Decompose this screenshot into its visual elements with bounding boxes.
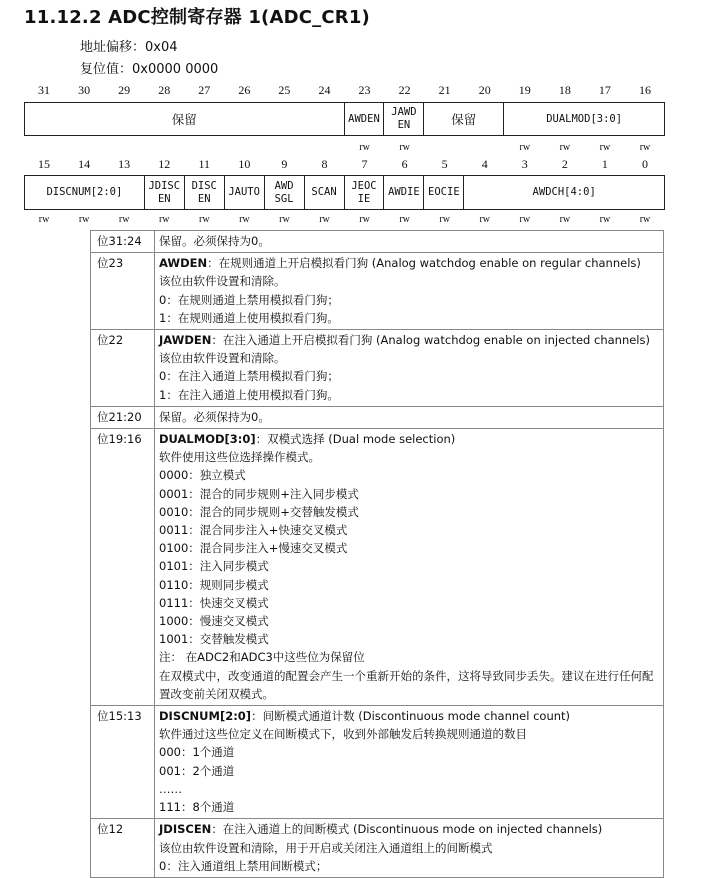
field-summary: ：在规则通道上开启模拟看门狗 (Analog watchdog enable on regular channels): [207, 256, 641, 271]
bit-number: 8: [321, 157, 328, 171]
description-text: 保留。必须保持为0。: [159, 234, 270, 248]
jawden-field: JAWD EN: [384, 103, 424, 135]
bit-number: 18: [558, 83, 571, 97]
table-row: [91, 819, 664, 878]
bit-number: 12: [158, 157, 171, 171]
bit-range: 位21:20: [91, 406, 155, 428]
awdie-field: AWDIE: [384, 176, 424, 209]
description-line: 111：8个通道: [159, 800, 235, 815]
access-type: rw: [38, 214, 50, 225]
description-line: 该位由软件设置和清除。: [159, 274, 286, 289]
field-name: JDISCEN: [159, 822, 212, 837]
bit-number: 6: [401, 157, 408, 171]
bit-number: 13: [118, 157, 131, 171]
table-row: [91, 706, 664, 819]
section-title: 11.12.2 ADC控制寄存器 1(ADC_CR1): [24, 7, 370, 28]
reset-value: [80, 58, 218, 77]
bit-description: [155, 819, 664, 878]
description-line: 0：注入通道组上禁用间断模式；: [159, 858, 328, 873]
field-summary: ：间断模式通道计数 (Discontinuous mode channel count): [251, 709, 571, 724]
access-type: rw: [519, 214, 531, 225]
lower-access-row: [24, 214, 665, 226]
access-type: rw: [599, 214, 611, 225]
access-type: [24, 142, 64, 154]
bit-range: 位12: [91, 819, 155, 878]
reset-value-label: 复位值：: [80, 62, 133, 77]
access-type: rw: [118, 214, 130, 225]
access-type: [104, 142, 144, 154]
bit-description: [155, 406, 664, 428]
dualmod-field: DUALMOD[3:0]: [546, 112, 623, 125]
description-line: 0001：混合的同步规则+注入同步模式: [159, 486, 359, 501]
description-line: 软件使用这些位选择操作模式。: [159, 450, 320, 465]
upper-bit-numbers: [24, 83, 665, 97]
field-summary: ：在注入通道上开启模拟看门狗 (Analog watchdog enable on injected channels): [211, 333, 650, 348]
description-line: 0111：快速交叉模式: [159, 595, 269, 610]
field-name: AWDEN: [159, 256, 208, 271]
address-offset-value: 0x04: [145, 40, 178, 55]
bit-number: 26: [238, 83, 251, 97]
access-type: rw: [199, 214, 210, 225]
awden-field: AWDEN: [345, 103, 385, 135]
description-line: 0：在注入通道上禁用模拟看门狗；: [159, 369, 339, 384]
description-text: 保留。必须保持为0。: [159, 409, 270, 424]
bit-number: 4: [481, 157, 488, 171]
description-line: 0：在规则通道上禁用模拟看门狗；: [159, 292, 339, 307]
access-type: rw: [359, 214, 370, 225]
bit-number: 30: [78, 83, 91, 97]
eocie-field: EOCIE: [424, 176, 464, 209]
access-type: [144, 142, 184, 154]
description-line: 0101：注入同步模式: [159, 559, 269, 574]
description-line: 0010：混合的同步规则+交替触发模式: [159, 504, 359, 519]
reserved-field: 保留: [25, 103, 345, 135]
bit-range: 位31:24: [91, 231, 155, 253]
access-type: [304, 142, 344, 154]
access-type: rw: [359, 142, 370, 153]
access-type: rw: [479, 214, 490, 225]
bit-number: 2: [561, 157, 568, 171]
description-line: 在双模式中，改变通道的配置会产生一个重新开始的条件，这将导致同步丢失。建议在进行任何配置改变前关闭双模式。: [159, 668, 654, 701]
access-type: rw: [399, 142, 410, 153]
address-offset-label: 地址偏移：: [80, 40, 146, 55]
bit-number: 7: [361, 157, 368, 171]
awdsgl-field: AWD SGL: [265, 176, 305, 209]
access-type: rw: [158, 214, 170, 225]
description-line: 1：在规则通道上使用模拟看门狗。: [159, 310, 339, 325]
access-type: [425, 142, 465, 154]
description-line: 001：2个通道: [159, 763, 235, 778]
bit-number: 23: [358, 83, 371, 97]
description-line: 注： 在ADC2和ADC3中这些位为保留位: [159, 650, 365, 665]
bit-number: 28: [158, 83, 171, 97]
bit-number: 29: [118, 83, 131, 97]
bit-range: 位15:13: [91, 706, 155, 819]
bit-number: 25: [278, 83, 291, 97]
discnum-field: DISCNUM[2:0]: [25, 176, 145, 209]
bit-description: [155, 429, 664, 706]
bit-description: [155, 330, 664, 407]
table-row: [91, 406, 664, 428]
lower-bit-numbers: [24, 157, 665, 171]
bit-number: 27: [198, 83, 211, 97]
field-name: JAWDEN: [159, 333, 212, 348]
bit-number: 24: [318, 83, 331, 97]
table-row: [91, 253, 664, 330]
upper-access-row: [24, 142, 665, 154]
bit-number: 3: [521, 157, 528, 171]
field-name: DISCNUM[2:0]: [159, 709, 252, 724]
bit-number: 1: [601, 157, 608, 171]
table-row: [91, 429, 664, 706]
bit-description: [155, 706, 664, 819]
access-type: rw: [239, 214, 250, 225]
bit-number: 21: [438, 83, 451, 97]
description-line: 1000：慢速交叉模式: [159, 614, 269, 629]
access-type: [224, 142, 264, 154]
access-type: rw: [639, 214, 651, 225]
awdch-field: AWDCH[4:0]: [532, 186, 596, 198]
description-line: 000：1个通道: [159, 745, 235, 760]
bit-description-table: [90, 230, 664, 878]
description-line: 软件通过这些位定义在间断模式下，收到外部触发后转换规则通道的数目: [159, 727, 527, 742]
bit-description: [155, 231, 664, 253]
bit-number: 31: [38, 83, 51, 97]
bit-number: 14: [78, 157, 91, 171]
discen-field: DISC EN: [185, 176, 225, 209]
bit-range: 位22: [91, 330, 155, 407]
description-line: 0011：混合同步注入+快速交叉模式: [159, 523, 348, 538]
access-type: rw: [599, 142, 611, 153]
access-type: rw: [559, 142, 571, 153]
reserved-field: 保留: [424, 103, 504, 135]
access-type: [264, 142, 304, 154]
upper-register-row: [24, 102, 665, 136]
description-line: 0000：独立模式: [159, 468, 246, 483]
scan-field: SCAN: [305, 176, 345, 209]
bit-range: 位19:16: [91, 429, 155, 706]
bit-number: 19: [518, 83, 531, 97]
access-type: [465, 142, 505, 154]
access-type: rw: [559, 214, 571, 225]
bit-number: 15: [38, 157, 51, 171]
description-line: 该位由软件设置和清除，用于开启或关闭注入通道组上的间断模式: [159, 840, 493, 855]
description-line: 0100：混合同步注入+慢速交叉模式: [159, 541, 348, 556]
field-summary: ：双模式选择 (Dual mode selection): [255, 432, 456, 447]
description-line: 该位由软件设置和清除。: [159, 351, 286, 366]
access-type: rw: [439, 214, 450, 225]
table-row: [91, 330, 664, 407]
address-offset: [80, 36, 178, 55]
description-line: ……: [159, 781, 182, 796]
bit-number: 22: [398, 83, 411, 97]
description-line: 0110：规则同步模式: [159, 577, 269, 592]
bit-number: 0: [641, 157, 648, 171]
bit-number: 17: [598, 83, 611, 97]
jauto-field: JAUTO: [225, 176, 265, 209]
description-line: 1001：交替触发模式: [159, 632, 269, 647]
field-summary: ：在注入通道上的间断模式 (Discontinuous mode on injected channels): [211, 822, 603, 837]
table-row: [91, 231, 664, 253]
bit-number: 10: [238, 157, 251, 171]
bit-number: 16: [638, 83, 651, 97]
access-type: [64, 142, 104, 154]
description-line: 1：在注入通道上使用模拟看门狗。: [159, 387, 339, 402]
bit-number: 9: [281, 157, 288, 171]
access-type: rw: [78, 214, 90, 225]
bit-number: 11: [198, 157, 211, 171]
access-type: rw: [639, 142, 651, 153]
access-type: rw: [399, 214, 410, 225]
access-type: rw: [519, 142, 531, 153]
access-type: [184, 142, 224, 154]
access-type: rw: [319, 214, 330, 225]
bit-description: [155, 253, 664, 330]
bit-number: 20: [478, 83, 491, 97]
bit-number: 5: [441, 157, 448, 171]
reset-value-value: 0x0000 0000: [132, 62, 219, 77]
field-name: DUALMOD[3:0]: [159, 432, 256, 447]
lower-register-row: [24, 175, 665, 210]
jeocie-field: JEOC IE: [345, 176, 385, 209]
bit-range: 位23: [91, 253, 155, 330]
jdiscen-field: JDISC EN: [145, 176, 185, 209]
access-type: rw: [279, 214, 290, 225]
